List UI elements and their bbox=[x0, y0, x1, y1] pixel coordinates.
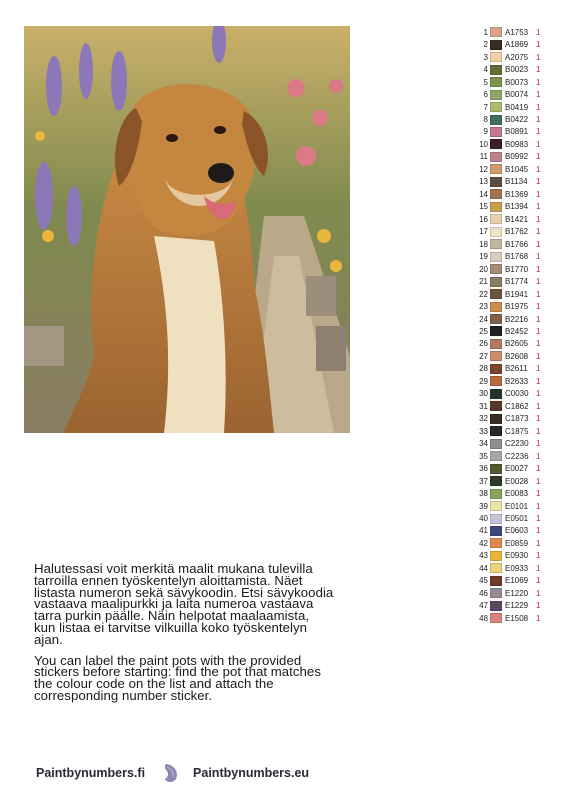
color-quantity: 1 bbox=[536, 351, 541, 361]
color-number: 4 bbox=[483, 65, 488, 75]
color-list-item bbox=[478, 63, 558, 75]
color-number: 35 bbox=[479, 451, 488, 461]
color-quantity: 1 bbox=[536, 77, 541, 87]
color-list-item bbox=[478, 26, 558, 38]
color-number: 18 bbox=[479, 239, 488, 249]
color-code: E0501 bbox=[505, 514, 529, 524]
color-number: 39 bbox=[479, 501, 488, 511]
color-code: C0030 bbox=[505, 389, 529, 399]
color-list-item bbox=[478, 126, 558, 138]
color-chip bbox=[490, 526, 502, 536]
color-chip bbox=[490, 252, 502, 262]
color-chip bbox=[490, 476, 502, 486]
color-list-item bbox=[478, 562, 558, 574]
color-number: 31 bbox=[479, 401, 488, 411]
color-list-item bbox=[478, 525, 558, 537]
color-quantity: 1 bbox=[536, 264, 541, 274]
color-code: B2452 bbox=[505, 326, 529, 336]
color-list-item bbox=[478, 450, 558, 462]
color-chip bbox=[490, 277, 502, 287]
color-quantity: 1 bbox=[536, 326, 541, 336]
color-code: B1369 bbox=[505, 189, 529, 199]
color-number: 14 bbox=[479, 189, 488, 199]
color-list-item bbox=[478, 400, 558, 412]
color-list-item bbox=[478, 462, 558, 474]
color-number: 6 bbox=[483, 90, 488, 100]
color-chip bbox=[490, 376, 502, 386]
color-quantity: 1 bbox=[536, 277, 541, 287]
color-code: B2605 bbox=[505, 339, 529, 349]
color-list-item bbox=[478, 250, 558, 262]
color-list-item bbox=[478, 425, 558, 437]
color-chip bbox=[490, 588, 502, 598]
color-number: 33 bbox=[479, 426, 488, 436]
color-number: 7 bbox=[483, 102, 488, 112]
color-quantity: 1 bbox=[536, 376, 541, 386]
color-chip bbox=[490, 538, 502, 548]
color-chip bbox=[490, 239, 502, 249]
color-chip bbox=[490, 551, 502, 561]
color-chip bbox=[490, 426, 502, 436]
color-code: C2230 bbox=[505, 439, 529, 449]
color-list-item bbox=[478, 325, 558, 337]
instructions bbox=[34, 563, 334, 711]
color-list-item bbox=[478, 226, 558, 238]
color-chip bbox=[490, 264, 502, 274]
color-list-item bbox=[478, 88, 558, 100]
color-code: B0074 bbox=[505, 90, 529, 100]
footer bbox=[36, 760, 336, 786]
color-number: 3 bbox=[483, 52, 488, 62]
color-number: 29 bbox=[479, 376, 488, 386]
color-code: B1762 bbox=[505, 227, 529, 237]
color-code: A2075 bbox=[505, 52, 529, 62]
color-code: B1975 bbox=[505, 302, 529, 312]
color-number: 22 bbox=[479, 289, 488, 299]
color-chip bbox=[490, 489, 502, 499]
color-list-item bbox=[478, 575, 558, 587]
color-quantity: 1 bbox=[536, 252, 541, 262]
color-quantity: 1 bbox=[536, 538, 541, 548]
color-number: 9 bbox=[483, 127, 488, 137]
color-list-item bbox=[478, 201, 558, 213]
color-quantity: 1 bbox=[536, 65, 541, 75]
color-code: B1768 bbox=[505, 252, 529, 262]
color-list-item bbox=[478, 375, 558, 387]
color-quantity: 1 bbox=[536, 115, 541, 125]
color-quantity: 1 bbox=[536, 389, 541, 399]
color-list-item bbox=[478, 101, 558, 113]
color-number: 19 bbox=[479, 252, 488, 262]
color-list-item bbox=[478, 238, 558, 250]
color-number: 36 bbox=[479, 464, 488, 474]
color-code: A1869 bbox=[505, 40, 529, 50]
color-list-item bbox=[478, 500, 558, 512]
color-chip bbox=[490, 439, 502, 449]
color-number: 46 bbox=[479, 588, 488, 598]
color-quantity: 1 bbox=[536, 563, 541, 573]
color-quantity: 1 bbox=[536, 90, 541, 100]
color-quantity: 1 bbox=[536, 414, 541, 424]
artwork-image bbox=[24, 26, 350, 433]
color-list-item bbox=[478, 151, 558, 163]
color-number: 2 bbox=[483, 40, 488, 50]
color-code: E0027 bbox=[505, 464, 529, 474]
color-code: E0101 bbox=[505, 501, 529, 511]
color-list-item bbox=[478, 76, 558, 88]
color-chip bbox=[490, 90, 502, 100]
brand-eu: Paintbynumbers.eu bbox=[193, 766, 310, 780]
color-quantity: 1 bbox=[536, 526, 541, 536]
color-list-item bbox=[478, 512, 558, 524]
color-quantity: 1 bbox=[536, 214, 541, 224]
color-code: B2608 bbox=[505, 351, 529, 361]
color-code: C1873 bbox=[505, 414, 529, 424]
color-number: 26 bbox=[479, 339, 488, 349]
color-code: E1220 bbox=[505, 588, 529, 598]
color-chip bbox=[490, 27, 502, 37]
color-code: E1069 bbox=[505, 576, 529, 586]
color-list bbox=[478, 26, 558, 625]
color-list-item bbox=[478, 113, 558, 125]
color-chip bbox=[490, 139, 502, 149]
color-list-item bbox=[478, 163, 558, 175]
color-quantity: 1 bbox=[536, 551, 541, 561]
color-chip bbox=[490, 414, 502, 424]
color-code: B0422 bbox=[505, 115, 529, 125]
color-number: 11 bbox=[479, 152, 488, 162]
color-chip bbox=[490, 351, 502, 361]
color-quantity: 1 bbox=[536, 314, 541, 324]
color-chip bbox=[490, 177, 502, 187]
color-number: 8 bbox=[483, 115, 488, 125]
color-chip bbox=[490, 314, 502, 324]
color-code: B0992 bbox=[505, 152, 529, 162]
color-number: 38 bbox=[479, 489, 488, 499]
color-list-item bbox=[478, 38, 558, 50]
color-code: B1134 bbox=[505, 177, 528, 187]
color-chip bbox=[490, 576, 502, 586]
color-list-item bbox=[478, 612, 558, 624]
color-number: 20 bbox=[479, 264, 488, 274]
color-number: 34 bbox=[479, 439, 488, 449]
color-chip bbox=[490, 127, 502, 137]
color-number: 12 bbox=[479, 164, 488, 174]
color-quantity: 1 bbox=[536, 451, 541, 461]
color-chip bbox=[490, 202, 502, 212]
color-chip bbox=[490, 40, 502, 50]
color-code: C2236 bbox=[505, 451, 529, 461]
color-list-item bbox=[478, 487, 558, 499]
color-list-item bbox=[478, 263, 558, 275]
color-quantity: 1 bbox=[536, 239, 541, 249]
color-quantity: 1 bbox=[536, 164, 541, 174]
color-code: B1045 bbox=[505, 164, 529, 174]
color-code: B0023 bbox=[505, 65, 529, 75]
color-list-item bbox=[478, 138, 558, 150]
color-quantity: 1 bbox=[536, 601, 541, 611]
color-number: 28 bbox=[479, 364, 488, 374]
color-chip bbox=[490, 227, 502, 237]
color-number: 40 bbox=[479, 514, 488, 524]
color-quantity: 1 bbox=[536, 476, 541, 486]
color-number: 41 bbox=[479, 526, 488, 536]
color-code: B1770 bbox=[505, 264, 529, 274]
color-chip bbox=[490, 613, 502, 623]
color-list-item bbox=[478, 550, 558, 562]
color-code: E0083 bbox=[505, 489, 529, 499]
color-quantity: 1 bbox=[536, 202, 541, 212]
brand-fi: Paintbynumbers.fi bbox=[36, 766, 146, 780]
color-code: B1421 bbox=[505, 214, 529, 224]
color-quantity: 1 bbox=[536, 152, 541, 162]
color-chip bbox=[490, 115, 502, 125]
color-chip bbox=[490, 65, 502, 75]
color-chip bbox=[490, 389, 502, 399]
color-chip bbox=[490, 401, 502, 411]
color-quantity: 1 bbox=[536, 464, 541, 474]
color-list-item bbox=[478, 388, 558, 400]
color-list-item bbox=[478, 313, 558, 325]
color-code: B0073 bbox=[505, 77, 529, 87]
color-quantity: 1 bbox=[536, 227, 541, 237]
color-quantity: 1 bbox=[536, 302, 541, 312]
color-quantity: 1 bbox=[536, 501, 541, 511]
color-number: 17 bbox=[479, 227, 488, 237]
color-chip bbox=[490, 339, 502, 349]
color-code: E0859 bbox=[505, 538, 529, 548]
color-code: E0603 bbox=[505, 526, 529, 536]
color-quantity: 1 bbox=[536, 52, 541, 62]
color-chip bbox=[490, 326, 502, 336]
color-code: B1774 bbox=[505, 277, 529, 287]
color-chip bbox=[490, 464, 502, 474]
color-code: B1394 bbox=[505, 202, 529, 212]
color-number: 37 bbox=[479, 476, 488, 486]
color-chip bbox=[490, 152, 502, 162]
color-number: 10 bbox=[479, 139, 488, 149]
color-code: B2611 bbox=[505, 364, 528, 374]
color-number: 21 bbox=[479, 277, 488, 287]
color-number: 32 bbox=[479, 414, 488, 424]
color-list-item bbox=[478, 537, 558, 549]
color-number: 42 bbox=[479, 538, 488, 548]
color-chip bbox=[490, 214, 502, 224]
color-number: 27 bbox=[479, 351, 488, 361]
color-chip bbox=[490, 77, 502, 87]
dog-painting bbox=[24, 26, 350, 433]
color-code: C1862 bbox=[505, 401, 529, 411]
color-chip bbox=[490, 302, 502, 312]
color-quantity: 1 bbox=[536, 588, 541, 598]
color-list-item bbox=[478, 176, 558, 188]
color-quantity: 1 bbox=[536, 401, 541, 411]
color-quantity: 1 bbox=[536, 514, 541, 524]
color-number: 30 bbox=[479, 389, 488, 399]
color-list-item bbox=[478, 213, 558, 225]
color-quantity: 1 bbox=[536, 613, 541, 623]
color-quantity: 1 bbox=[536, 426, 541, 436]
color-list-item bbox=[478, 437, 558, 449]
color-chip bbox=[490, 289, 502, 299]
color-list-item bbox=[478, 188, 558, 200]
color-chip bbox=[490, 189, 502, 199]
color-quantity: 1 bbox=[536, 102, 541, 112]
color-quantity: 1 bbox=[536, 189, 541, 199]
color-number: 23 bbox=[479, 302, 488, 312]
color-code: E1229 bbox=[505, 601, 529, 611]
color-quantity: 1 bbox=[536, 177, 541, 187]
color-chip bbox=[490, 164, 502, 174]
color-code: B1766 bbox=[505, 239, 529, 249]
color-chip bbox=[490, 514, 502, 524]
color-number: 16 bbox=[479, 214, 488, 224]
color-quantity: 1 bbox=[536, 339, 541, 349]
color-list-item bbox=[478, 300, 558, 312]
color-quantity: 1 bbox=[536, 127, 541, 137]
color-chip bbox=[490, 563, 502, 573]
color-number: 47 bbox=[479, 601, 488, 611]
color-list-item bbox=[478, 413, 558, 425]
color-list-item bbox=[478, 600, 558, 612]
color-quantity: 1 bbox=[536, 576, 541, 586]
instructions-finnish: Halutessasi voit merkitä maalit mukana tulevilla tarroilla ennen työskentelyn aloittamista. Näet listasta numeron sekä sävykoodin. Etsi sävykoodia vastaava maalipurkki ja laita numeroa vastaava tarra purkin päälle. Näin helpotat maalaamista, kun listaa ei tarvitse vilkuilla koko työskentelyn ajan. bbox=[34, 561, 334, 647]
color-code: B0983 bbox=[505, 139, 529, 149]
color-list-item bbox=[478, 587, 558, 599]
color-chip bbox=[490, 102, 502, 112]
color-number: 25 bbox=[479, 326, 488, 336]
color-code: E0930 bbox=[505, 551, 529, 561]
color-number: 44 bbox=[479, 563, 488, 573]
color-number: 43 bbox=[479, 551, 488, 561]
color-quantity: 1 bbox=[536, 489, 541, 499]
color-quantity: 1 bbox=[536, 289, 541, 299]
color-quantity: 1 bbox=[536, 40, 541, 50]
color-list-item bbox=[478, 338, 558, 350]
paint-drop-icon bbox=[159, 762, 181, 784]
color-number: 24 bbox=[479, 314, 488, 324]
color-quantity: 1 bbox=[536, 139, 541, 149]
color-number: 13 bbox=[479, 177, 488, 187]
color-code: E1508 bbox=[505, 613, 529, 623]
color-code: A1753 bbox=[505, 27, 529, 37]
color-quantity: 1 bbox=[536, 364, 541, 374]
color-list-item bbox=[478, 475, 558, 487]
color-code: B2633 bbox=[505, 376, 529, 386]
color-list-item bbox=[478, 350, 558, 362]
color-chip bbox=[490, 364, 502, 374]
color-code: E0933 bbox=[505, 563, 529, 573]
color-chip bbox=[490, 501, 502, 511]
color-number: 15 bbox=[479, 202, 488, 212]
instructions-english: You can label the paint pots with the provided stickers before starting: find the pot that matches the colour code on the list and attach the corresponding number sticker. bbox=[34, 652, 321, 703]
color-code: C1875 bbox=[505, 426, 529, 436]
color-number: 1 bbox=[483, 27, 488, 37]
color-quantity: 1 bbox=[536, 27, 541, 37]
color-quantity: 1 bbox=[536, 439, 541, 449]
color-number: 45 bbox=[479, 576, 488, 586]
color-list-item bbox=[478, 363, 558, 375]
color-number: 5 bbox=[483, 77, 488, 87]
color-number: 48 bbox=[479, 613, 488, 623]
color-chip bbox=[490, 451, 502, 461]
color-code: B1941 bbox=[505, 289, 529, 299]
color-code: B2216 bbox=[505, 314, 529, 324]
color-chip bbox=[490, 52, 502, 62]
color-list-item bbox=[478, 288, 558, 300]
color-code: E0028 bbox=[505, 476, 529, 486]
color-code: B0419 bbox=[505, 102, 529, 112]
color-chip bbox=[490, 601, 502, 611]
color-list-item bbox=[478, 275, 558, 287]
color-code: B0891 bbox=[505, 127, 529, 137]
color-list-item bbox=[478, 51, 558, 63]
